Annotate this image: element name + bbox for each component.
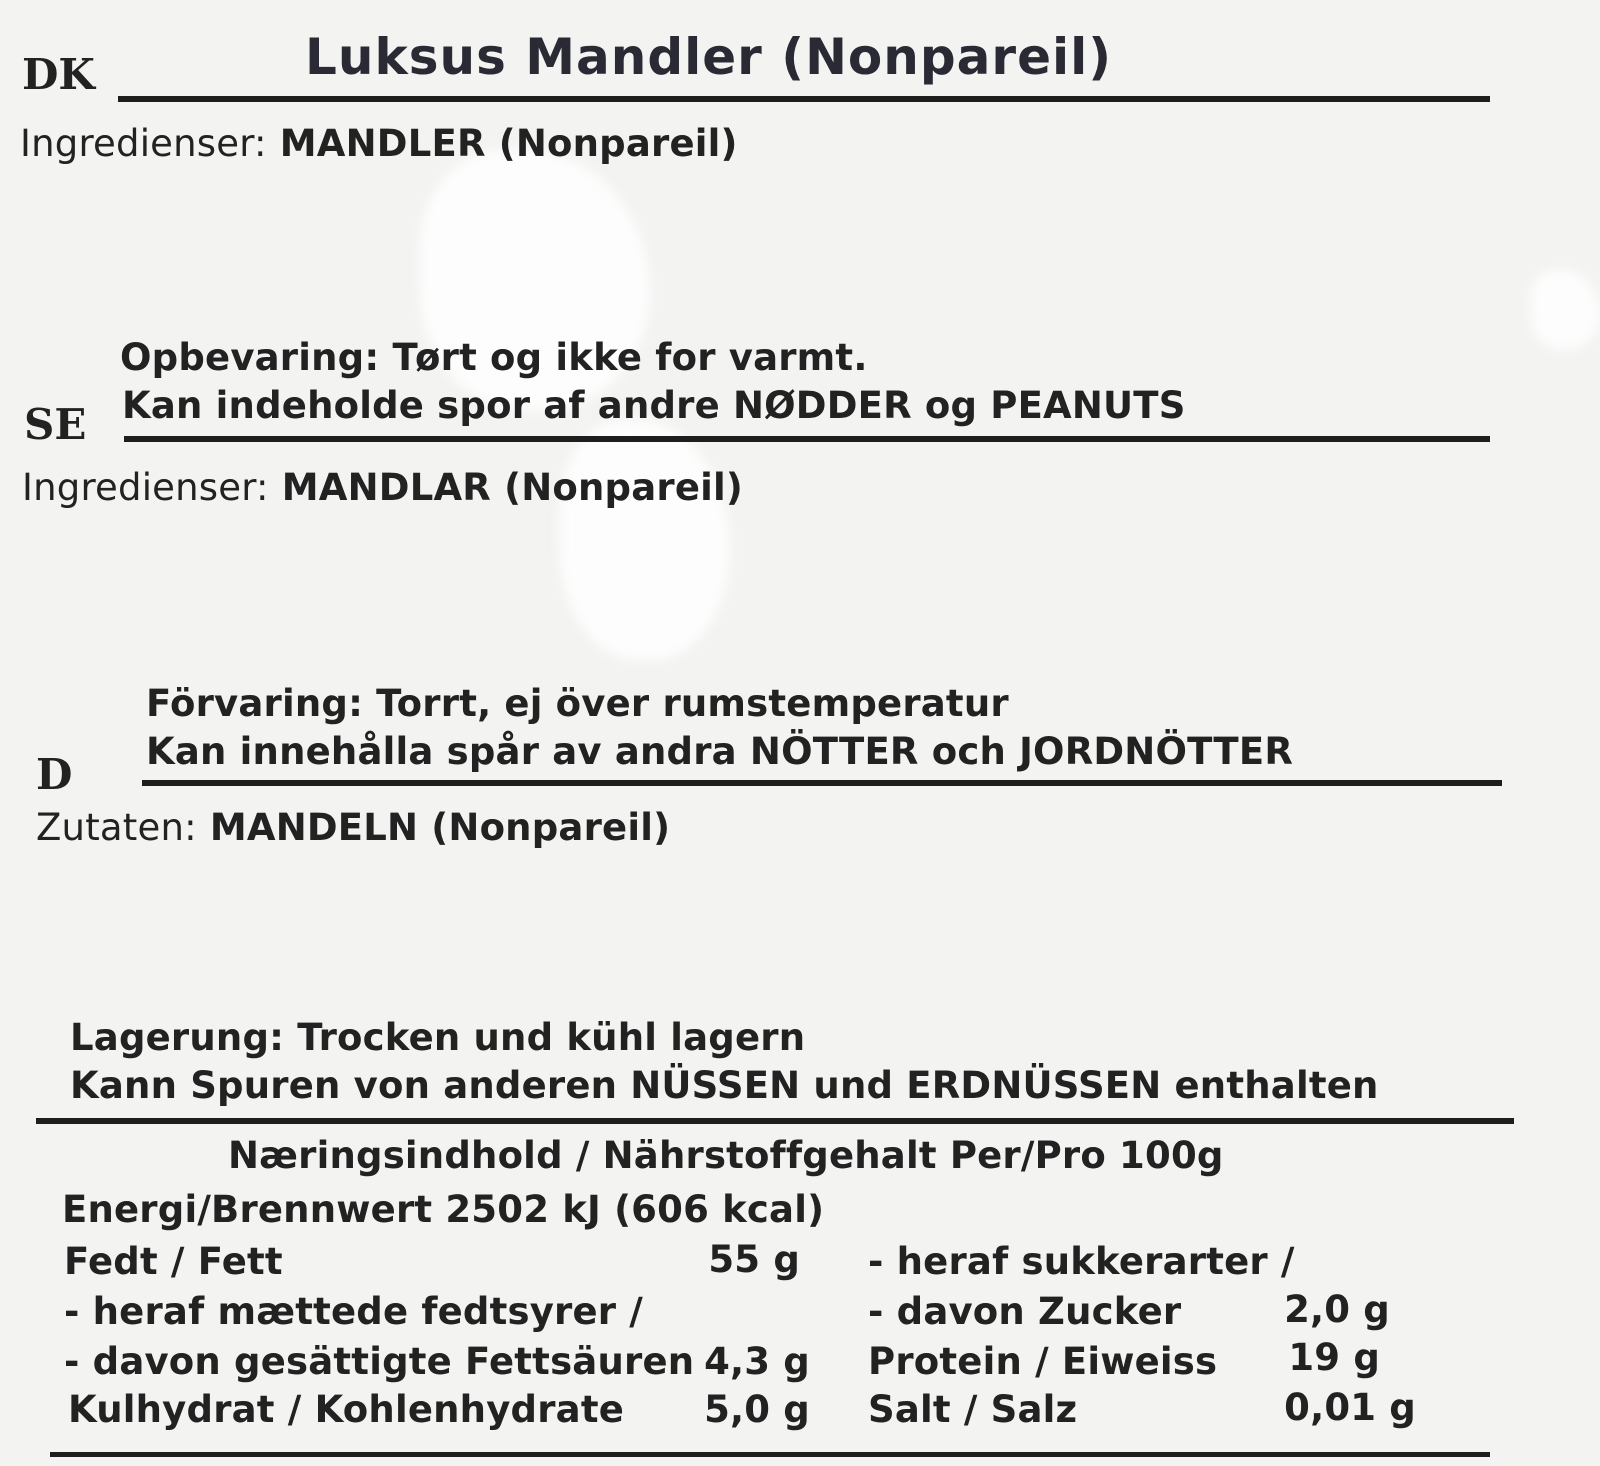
de-storage: Lagerung: Trocken und kühl lagern [70,1016,806,1059]
divider [118,96,1490,102]
nutrition-energy: Energi/Brennwert 2502 kJ (606 kcal) [62,1188,825,1231]
nutrition-row-value: 4,3 g [704,1340,810,1383]
nutrition-row-label: - davon Zucker [868,1290,1182,1333]
nutrition-row-value: 55 g [708,1238,800,1281]
nutrition-row-label: - heraf mættede fedtsyrer / [64,1290,644,1333]
de-ingredients: Zutaten: MANDELN (Nonpareil) [36,806,671,849]
dk-allergy: Kan indeholde spor af andre NØDDER og PEANUTS [122,384,1186,427]
nutrition-row-value: 5,0 g [704,1388,810,1431]
country-code-dk: DK [22,50,95,99]
divider [142,780,1502,786]
divider [124,436,1490,442]
nutrition-row-label: Fedt / Fett [64,1240,283,1283]
nutrition-row-value: 0,01 g [1284,1386,1416,1429]
dk-ingredients: Ingredienser: MANDLER (Nonpareil) [20,122,738,165]
product-title: Luksus Mandler (Nonpareil) [305,28,1113,86]
dk-storage: Opbevaring: Tørt og ikke for varmt. [120,336,868,379]
country-code-de: D [36,750,73,799]
glare-reflection [1530,270,1600,350]
se-storage: Förvaring: Torrt, ej över rumstemperatur [146,682,1009,725]
nutrition-row-label: Protein / Eiweiss [868,1340,1218,1383]
nutrition-row-label: Kulhydrat / Kohlenhydrate [68,1388,625,1431]
de-allergy: Kann Spuren von anderen NÜSSEN und ERDNÜSSEN enthalten [70,1064,1379,1107]
nutrition-row-label: Salt / Salz [868,1388,1078,1431]
nutrition-row-value: 2,0 g [1284,1288,1390,1331]
nutrition-row-label: - davon gesättigte Fettsäuren [64,1340,695,1383]
nutrition-row-value: 19 g [1288,1336,1380,1379]
nutrition-header: Næringsindhold / Nährstoffgehalt Per/Pro 100g [228,1134,1224,1177]
glare-reflection [560,420,730,660]
divider [36,1118,1514,1124]
divider [50,1452,1490,1457]
se-allergy: Kan innehålla spår av andra NÖTTER och JORDNÖTTER [146,730,1294,773]
se-ingredients: Ingredienser: MANDLAR (Nonpareil) [22,466,743,509]
country-code-se: SE [24,400,87,449]
nutrition-row-label: - heraf sukkerarter / [868,1240,1295,1283]
